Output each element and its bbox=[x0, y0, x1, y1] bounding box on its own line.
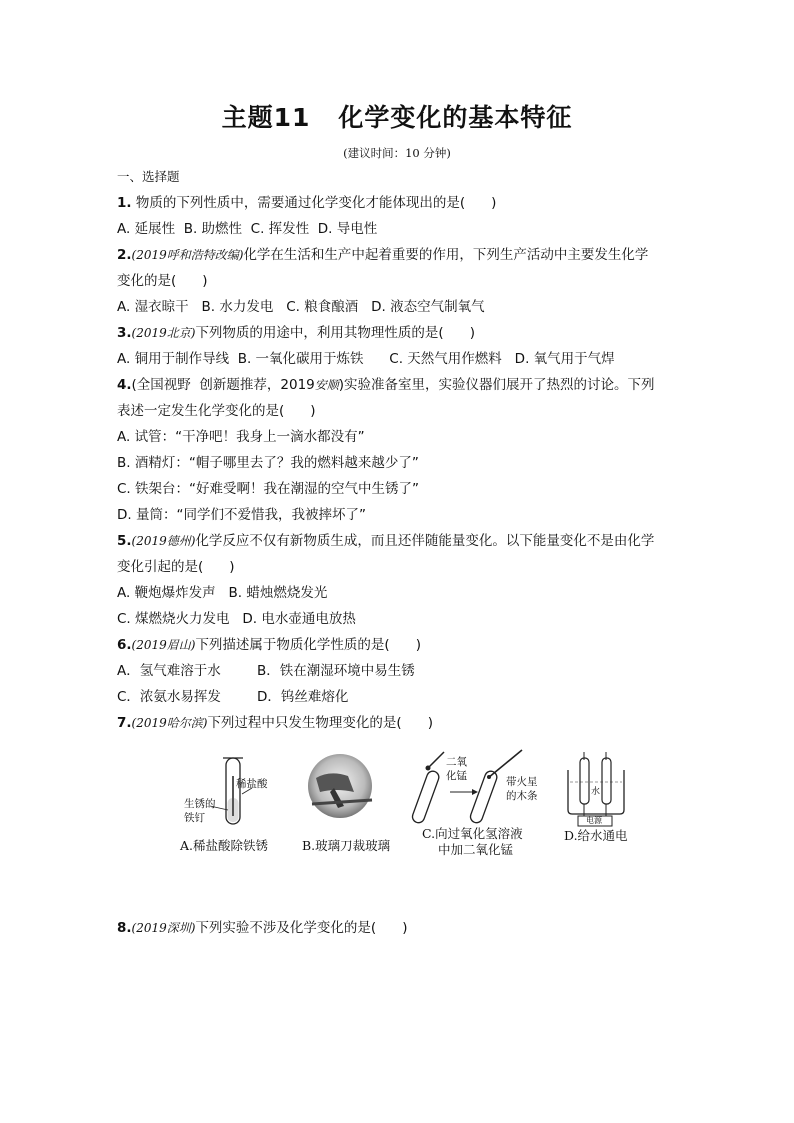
question-close: ) bbox=[402, 920, 408, 936]
caption-a: A.稀盐酸除铁锈 bbox=[180, 838, 269, 853]
question-text: 物质的下列性质中，需要通过化学变化才能体现出的是( bbox=[135, 195, 466, 211]
question-5-cont bbox=[117, 557, 235, 577]
question-close: ) bbox=[415, 637, 421, 653]
q3-options bbox=[117, 349, 615, 369]
question-text: 下列物质的用途中，利用其物理性质的是( bbox=[195, 325, 444, 341]
question-2-cont bbox=[117, 271, 208, 291]
topic-name: 化学变化的基本特征 bbox=[338, 103, 573, 132]
question-number: 1. bbox=[117, 195, 132, 211]
option-c: C. 挥发性 bbox=[250, 221, 310, 237]
question-close: ) bbox=[491, 195, 497, 211]
caption-b: B.玻璃刀裁玻璃 bbox=[302, 838, 391, 853]
label-nail-1: 生锈的 bbox=[184, 798, 216, 810]
question-text: 下列过程中只发生物理变化的是( bbox=[207, 715, 402, 731]
option-d: D. 氧气用于气焊 bbox=[514, 351, 615, 367]
question-text: )实验准备室里，实验仪器们展开了热烈的讨论。下列 bbox=[338, 377, 655, 393]
question-3 bbox=[117, 323, 475, 343]
option-a: A. 鞭炮爆炸发声 bbox=[117, 585, 216, 601]
question-source: (2019眉山) bbox=[131, 638, 196, 652]
question-number: 7. bbox=[117, 715, 132, 731]
question-6 bbox=[117, 635, 421, 655]
option-d: D. 导电性 bbox=[317, 221, 378, 237]
option-b: B. 蜡烛燃烧发光 bbox=[228, 585, 328, 601]
question-number: 3. bbox=[117, 325, 132, 341]
page-title bbox=[0, 98, 794, 134]
q1-options bbox=[117, 219, 377, 239]
question-number: 6. bbox=[117, 637, 132, 653]
question-text: 下列描述属于物质化学性质的是( bbox=[195, 637, 390, 653]
figure-a bbox=[170, 748, 270, 858]
option-a: A. 延展性 bbox=[117, 221, 176, 237]
question-7 bbox=[117, 713, 433, 733]
question-1 bbox=[117, 193, 496, 213]
question-4-cont bbox=[117, 401, 316, 421]
question-2 bbox=[117, 245, 648, 265]
label-stick-2: 的木条 bbox=[506, 790, 538, 802]
question-close: ) bbox=[202, 273, 208, 289]
option-c: C. 粮食酿酒 bbox=[286, 299, 359, 315]
option-b: B. 一氧化碳用于炼铁 bbox=[237, 351, 364, 367]
option-d: D. 量筒：“同学们不爱惜我，我被摔坏了” bbox=[117, 507, 366, 523]
question-text: 表述一定发生化学变化的是( bbox=[117, 403, 285, 419]
figure-c bbox=[410, 748, 550, 858]
question-text: 变化引起的是( bbox=[117, 559, 204, 575]
option-a: A. 试管：“干净吧！我身上一滴水都没有” bbox=[117, 429, 365, 445]
label-acid: 稀盐酸 bbox=[236, 778, 268, 790]
question-number: 8. bbox=[117, 920, 132, 936]
question-text: 下列实验不涉及化学变化的是( bbox=[195, 920, 377, 936]
option-c: C. 天然气用作燃料 bbox=[389, 351, 502, 367]
option-b: B. 酒精灯：“帽子哪里去了？我的燃料越来越少了” bbox=[117, 455, 419, 471]
suggested-time: (建议时间：10 分钟) bbox=[343, 146, 451, 160]
question-source: (2019德州) bbox=[131, 534, 196, 548]
option-a: A. 铜用于制作导线 bbox=[117, 351, 230, 367]
question-8 bbox=[117, 918, 408, 938]
question-close: ) bbox=[310, 403, 316, 419]
option-a: A．氢气难溶于水 bbox=[117, 663, 221, 679]
label-water: 水 bbox=[591, 787, 601, 797]
question-source-3: 安顺 bbox=[314, 378, 339, 392]
option-d: D. 电水壶通电放热 bbox=[242, 611, 356, 627]
question-close: ) bbox=[469, 325, 475, 341]
question-5 bbox=[117, 531, 654, 551]
figure-b bbox=[290, 748, 400, 858]
question-text: 变化的是( bbox=[117, 273, 177, 289]
glass-cutter-photo-icon bbox=[290, 748, 400, 828]
option-d: D．钨丝难熔化 bbox=[257, 689, 349, 705]
label-nail-2: 铁钉 bbox=[184, 812, 205, 824]
q7-figures bbox=[170, 748, 640, 858]
option-b: B. 助燃性 bbox=[183, 221, 243, 237]
question-text: 化学反应不仅有新物质生成，而且还伴随能量变化。以下能量变化不是由化学 bbox=[195, 533, 655, 549]
question-number: 2. bbox=[117, 247, 132, 263]
q2-options bbox=[117, 297, 485, 317]
label-mno2-2: 化锰 bbox=[446, 770, 467, 782]
q6-options-row2 bbox=[117, 687, 348, 707]
caption-d: D.给水通电 bbox=[564, 828, 628, 843]
topic-number: 主题11 bbox=[221, 103, 311, 132]
question-source: (2019呼和浩特改编) bbox=[131, 248, 244, 262]
q5-options-row1 bbox=[117, 583, 327, 603]
caption-c-2: 中加二氧化锰 bbox=[438, 842, 514, 857]
label-mno2-1: 二氧 bbox=[446, 756, 467, 768]
option-c: C．浓氨水易挥发 bbox=[117, 689, 221, 705]
question-text: 化学在生活和生产中起着重要的作用，下列生产活动中主要发生化学 bbox=[243, 247, 649, 263]
question-source: (2019北京) bbox=[131, 326, 196, 340]
question-number: 4. bbox=[117, 377, 132, 393]
option-c: C. 煤燃烧火力发电 bbox=[117, 611, 230, 627]
question-close: ) bbox=[427, 715, 433, 731]
figure-d bbox=[560, 748, 640, 858]
caption-c-1: C.向过氧化氢溶液 bbox=[422, 826, 523, 841]
section-heading: 一、选择题 bbox=[117, 169, 180, 184]
label-power: 电源 bbox=[586, 816, 602, 825]
question-source: (2019深圳) bbox=[131, 921, 196, 935]
question-source: (2019哈尔滨) bbox=[131, 716, 208, 730]
question-source-2: 创新题推荐，2019 bbox=[199, 377, 315, 393]
q6-options-row1 bbox=[117, 661, 415, 681]
question-close: ) bbox=[229, 559, 235, 575]
label-stick-1: 带火星 bbox=[506, 776, 538, 788]
question-4 bbox=[117, 375, 655, 395]
option-b: B. 水力发电 bbox=[201, 299, 274, 315]
question-source-1: (全国视野 bbox=[131, 377, 191, 393]
option-b: B．铁在潮湿环境中易生锈 bbox=[257, 663, 415, 679]
question-number: 5. bbox=[117, 533, 132, 549]
option-d: D. 液态空气制氧气 bbox=[371, 299, 485, 315]
option-a: A. 湿衣晾干 bbox=[117, 299, 189, 315]
option-c: C. 铁架台：“好难受啊！我在潮湿的空气中生锈了” bbox=[117, 481, 419, 497]
q5-options-row2 bbox=[117, 609, 356, 629]
